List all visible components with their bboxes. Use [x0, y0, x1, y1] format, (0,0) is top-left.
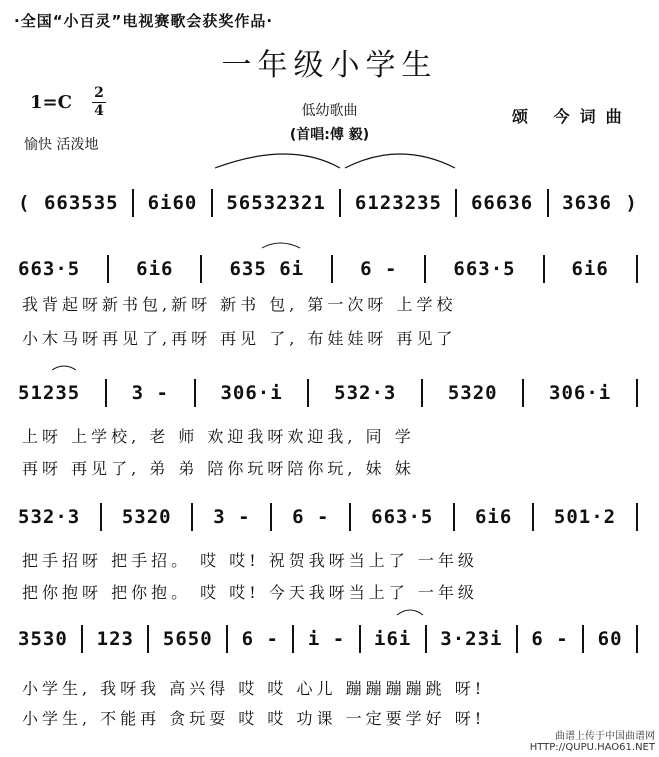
- note-group: 663·5: [453, 258, 516, 280]
- note-group: i6i: [374, 628, 412, 650]
- note-group: 66636: [470, 192, 534, 214]
- note-group: 3·23i: [440, 628, 503, 650]
- note-group: 663·5: [371, 506, 434, 528]
- key-signature: 1=C: [30, 92, 72, 113]
- note-group: ): [625, 192, 638, 214]
- note-group: 532·3: [334, 382, 397, 404]
- composer-credit: 颂 今词曲: [512, 107, 632, 126]
- note-group: 6123235: [354, 192, 442, 214]
- note-group: 51235: [18, 382, 81, 404]
- note-group: 663·5: [18, 258, 81, 280]
- note-group: 635 6i: [229, 258, 305, 280]
- note-group: 663535: [43, 192, 119, 214]
- staff-3: [18, 500, 638, 534]
- note-group: 6i6: [571, 258, 609, 280]
- award-line: ·全国“小百灵”电视赛歌会获奖作品·: [14, 12, 274, 30]
- lyric-line: 把手招呀 把手招。 哎 哎! 祝贺我呀当上了 一年级: [22, 551, 478, 570]
- note-group: 5650: [162, 628, 213, 650]
- note-group: 3 -: [131, 382, 169, 404]
- note-group: 6 -: [292, 506, 330, 528]
- time-bottom: 4: [94, 103, 104, 119]
- note-group: 5320: [121, 506, 172, 528]
- note-group: 6i6: [474, 506, 513, 528]
- time-top: 2: [94, 85, 104, 101]
- lyric-line: 小木马呀再见了,再呀 再见 了, 布娃娃呀 再见了: [22, 329, 457, 348]
- staff-intro: [18, 186, 638, 220]
- staff-1: [18, 252, 638, 286]
- lyric-line: 上呀 上学校, 老 师 欢迎我呀欢迎我, 同 学: [22, 427, 415, 446]
- first-singer: (首唱:傅 毅): [289, 127, 370, 143]
- note-group: 3530: [18, 628, 68, 650]
- note-group: 123: [96, 628, 134, 650]
- note-group: 3 -: [213, 506, 251, 528]
- watermark-url: HTTP://QUPU.HAO61.NET: [529, 742, 655, 753]
- note-group: 5320: [447, 382, 498, 404]
- note-group: 56532321: [226, 192, 326, 214]
- lyric-line: 把你抱呀 把你抱。 哎 哎! 今天我呀当上了 一年级: [22, 583, 478, 602]
- note-group: 60: [597, 628, 623, 650]
- staff-4: [18, 622, 638, 656]
- note-group: i -: [307, 628, 346, 650]
- note-group: 6i60: [147, 192, 198, 214]
- staff-2: [18, 376, 638, 410]
- song-title: 一年级小学生: [221, 48, 438, 83]
- lyric-line: 小学生, 不能再 贪玩耍 哎 哎 功课 一定要学好 呀!: [22, 709, 486, 728]
- note-group: 3636: [562, 192, 612, 214]
- tempo-marking: 愉快 活泼地: [24, 137, 99, 153]
- lyric-line: 我背起呀新书包,新呀 新书 包, 第一次呀 上学校: [22, 295, 457, 314]
- song-style: 低幼歌曲: [301, 103, 358, 119]
- note-group: (: [18, 192, 31, 214]
- note-group: 6 -: [531, 628, 569, 650]
- note-group: 6i6: [136, 258, 174, 280]
- lyric-line: 再呀 再见了, 弟 弟 陪你玩呀陪你玩, 妹 妹: [22, 459, 415, 478]
- note-group: 306·i: [549, 382, 612, 404]
- site-watermark: [530, 731, 655, 753]
- note-group: 6 -: [241, 628, 279, 650]
- note-group: 532·3: [18, 506, 81, 528]
- watermark-line: 曲谱上传于中国曲谱网: [555, 731, 655, 742]
- lyric-line: 小学生, 我呀我 高兴得 哎 哎 心儿 蹦蹦蹦蹦跳 呀!: [22, 679, 486, 698]
- note-group: 501·2: [553, 506, 617, 528]
- note-group: 306·i: [220, 382, 283, 404]
- note-group: 6 -: [360, 258, 398, 280]
